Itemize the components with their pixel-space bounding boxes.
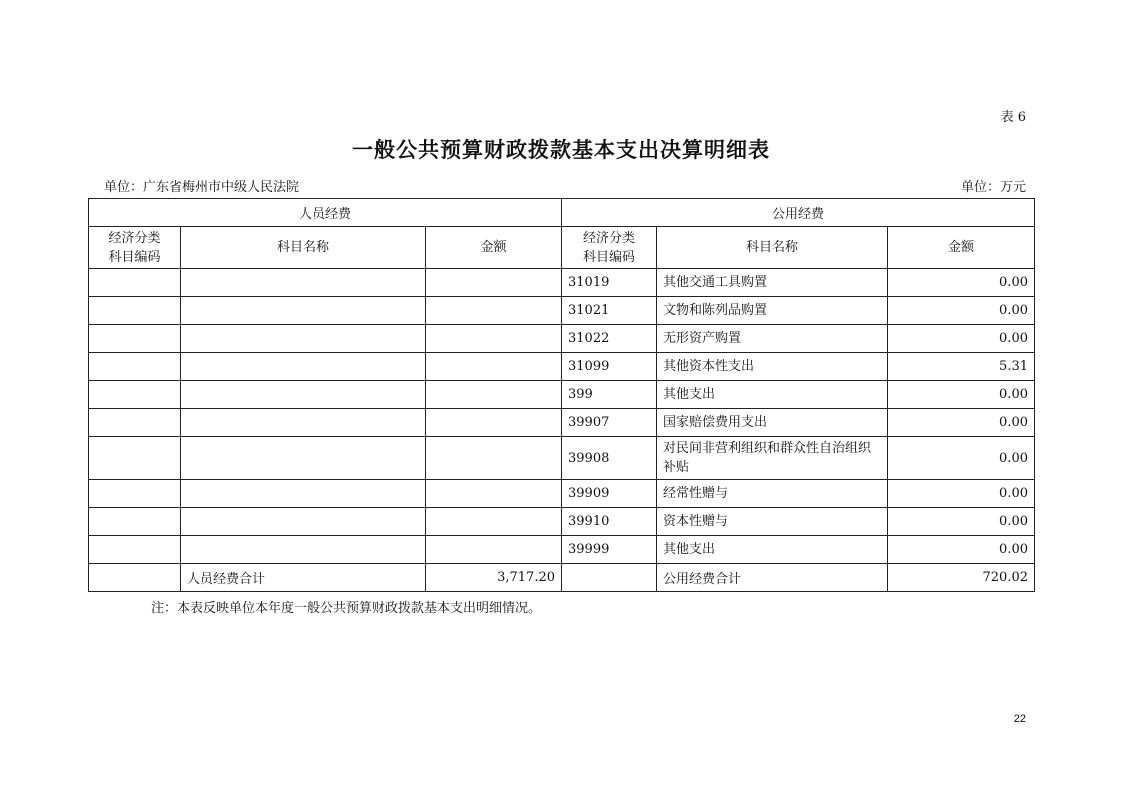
personnel-amount-cell (426, 269, 562, 297)
public-code-cell: 39999 (562, 536, 657, 564)
public-code-cell: 31099 (562, 353, 657, 381)
table-row (89, 536, 1035, 564)
public-amount-cell: 0.00 (888, 325, 1035, 353)
column-header-row (89, 227, 1035, 269)
table-row (89, 353, 1035, 381)
personnel-name-cell (181, 508, 426, 536)
personnel-code-cell (89, 325, 181, 353)
code-header-line2: 科目编码 (108, 249, 161, 265)
public-name-cell: 经常性赠与 (657, 480, 888, 508)
public-code-cell: 39910 (562, 508, 657, 536)
personnel-code-cell (89, 297, 181, 325)
reporting-unit: 单位：广东省梅州市中级人民法院 (104, 180, 300, 195)
public-name-cell: 无形资产购置 (657, 325, 888, 353)
public-total-label: 公用经费合计 (657, 564, 888, 592)
table-row (89, 325, 1035, 353)
table-row (89, 508, 1035, 536)
personnel-code-cell (89, 353, 181, 381)
personnel-code-cell (89, 409, 181, 437)
public-code-cell: 399 (562, 381, 657, 409)
personnel-name-cell (181, 409, 426, 437)
personnel-total-amount: 3,717.20 (426, 564, 562, 592)
public-amount-cell: 0.00 (888, 297, 1035, 325)
personnel-code-cell (89, 536, 181, 564)
personnel-amount-cell (426, 437, 562, 480)
personnel-code-cell (89, 480, 181, 508)
personnel-code-cell (89, 437, 181, 480)
personnel-name-cell (181, 269, 426, 297)
personnel-name-cell (181, 480, 426, 508)
personnel-amount-cell (426, 325, 562, 353)
code-header-line2: 科目编码 (582, 249, 635, 265)
personnel-code-cell (89, 564, 181, 592)
public-code-cell (562, 564, 657, 592)
public-group-header: 公用经费 (562, 199, 1035, 227)
code-header-line1: 经济分类 (108, 230, 161, 246)
public-amount-cell: 0.00 (888, 437, 1035, 480)
public-total-amount: 720.02 (888, 564, 1035, 592)
personnel-amount-cell (426, 381, 562, 409)
personnel-code-cell (89, 381, 181, 409)
personnel-code-header (89, 227, 181, 269)
public-code-cell: 39907 (562, 409, 657, 437)
personnel-name-cell (181, 536, 426, 564)
public-code-header (562, 227, 657, 269)
public-code-cell: 31019 (562, 269, 657, 297)
public-name-cell: 其他支出 (657, 381, 888, 409)
personnel-amount-header: 金额 (426, 227, 562, 269)
group-header-row (89, 199, 1035, 227)
personnel-code-cell (89, 508, 181, 536)
public-amount-cell: 0.00 (888, 381, 1035, 409)
public-amount-cell: 0.00 (888, 269, 1035, 297)
personnel-amount-cell (426, 508, 562, 536)
public-code-cell: 39908 (562, 437, 657, 480)
personnel-amount-cell (426, 353, 562, 381)
public-code-cell: 31021 (562, 297, 657, 325)
personnel-name-cell (181, 437, 426, 480)
personnel-name-cell (181, 325, 426, 353)
personnel-group-header: 人员经费 (89, 199, 562, 227)
table-row (89, 381, 1035, 409)
public-amount-cell: 0.00 (888, 536, 1035, 564)
personnel-code-cell (89, 269, 181, 297)
personnel-name-cell (181, 353, 426, 381)
code-header-line1: 经济分类 (582, 230, 635, 246)
table-row (89, 437, 1035, 480)
personnel-total-label: 人员经费合计 (181, 564, 426, 592)
public-name-cell: 对民间非营利组织和群众性自治组织补贴 (657, 437, 888, 480)
table-row (89, 409, 1035, 437)
public-name-cell: 其他支出 (657, 536, 888, 564)
personnel-name-cell (181, 381, 426, 409)
table-number: 表 6 (1000, 110, 1026, 125)
public-name-cell: 文物和陈列品购置 (657, 297, 888, 325)
personnel-amount-cell (426, 536, 562, 564)
public-amount-cell: 5.31 (888, 353, 1035, 381)
page-title: 一般公共预算财政拨款基本支出决算明细表 (352, 138, 770, 162)
page-number: 22 (1013, 713, 1026, 725)
public-name-cell: 其他资本性支出 (657, 353, 888, 381)
personnel-amount-cell (426, 297, 562, 325)
public-name-cell: 其他交通工具购置 (657, 269, 888, 297)
public-code-cell: 39909 (562, 480, 657, 508)
table-row (89, 297, 1035, 325)
public-name-header: 科目名称 (657, 227, 888, 269)
public-amount-cell: 0.00 (888, 508, 1035, 536)
totals-row (89, 564, 1035, 592)
personnel-name-header: 科目名称 (181, 227, 426, 269)
public-amount-header: 金额 (888, 227, 1035, 269)
personnel-amount-cell (426, 409, 562, 437)
public-amount-cell: 0.00 (888, 409, 1035, 437)
public-name-cell: 国家赔偿费用支出 (657, 409, 888, 437)
expenditure-table (88, 198, 1035, 592)
table-note: 注：本表反映单位本年度一般公共预算财政拨款基本支出明细情况。 (151, 601, 542, 616)
public-amount-cell: 0.00 (888, 480, 1035, 508)
personnel-amount-cell (426, 480, 562, 508)
public-code-cell: 31022 (562, 325, 657, 353)
table-row (89, 269, 1035, 297)
currency-unit: 单位：万元 (960, 180, 1026, 195)
personnel-name-cell (181, 297, 426, 325)
public-name-cell: 资本性赠与 (657, 508, 888, 536)
table-row (89, 480, 1035, 508)
